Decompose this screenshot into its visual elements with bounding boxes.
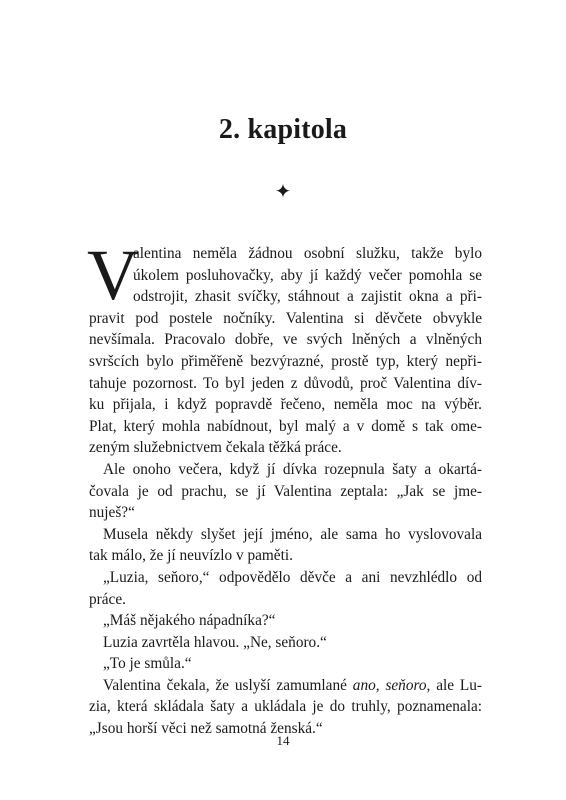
text-line: Musela někdy slyšet její jméno, ale sama ho vyslovovala bbox=[103, 525, 482, 543]
text-line: nuješ?“ bbox=[89, 504, 135, 522]
text-line: odstrojit, zhasit svíčky, stáhnout a zajistit okna a při- bbox=[133, 288, 482, 306]
text-line: „Jsou horší věci než samotná ženská.“ bbox=[89, 720, 323, 738]
drop-cap: V bbox=[87, 235, 139, 315]
text-line: nevšímala. Pracovalo dobře, ve svých lněných a vlněných bbox=[89, 331, 482, 349]
text-line: zia, která skládala šaty a ukládala je do truhly, poznamenala: bbox=[89, 698, 482, 716]
text-segment: , ale Lu- bbox=[426, 676, 482, 694]
text-line bbox=[89, 675, 482, 697]
text-line: „To je smůla.“ bbox=[103, 655, 192, 673]
text-line: práce. bbox=[89, 590, 126, 608]
chapter-title: 2. kapitola bbox=[218, 114, 348, 145]
text-line: alentina neměla žádnou osobní služku, takže bylo bbox=[133, 245, 482, 262]
text-line: Ale onoho večera, když jí dívka rozepnula šaty a okartá- bbox=[103, 460, 482, 478]
text-line: „Luzia, seňoro,“ odpovědělo děvče a ani nevzhlédlo od bbox=[103, 568, 482, 586]
text-line: zeným služebnictvem čekala těžká práce. bbox=[89, 439, 342, 457]
italic-phrase: ano, seňoro bbox=[352, 676, 427, 694]
text-line: pravit pod postele nočníky. Valentina si děvčete obvykle bbox=[89, 309, 482, 327]
text-line: tahuje pozornost. To byl jeden z důvodů, proč Valentina dív- bbox=[89, 374, 482, 392]
text-line: „Máš nějakého nápadníka?“ bbox=[103, 612, 276, 630]
text-line: tak málo, že jí neuvízlo v paměti. bbox=[89, 547, 293, 565]
text-line: svršcích bylo přiměřeně bezvýrazné, prostě typ, který nepři- bbox=[89, 352, 482, 370]
text-line: Luzia zavrtěla hlavou. „Ne, seňoro.“ bbox=[103, 633, 327, 651]
ornament-icon: ✦ bbox=[274, 181, 292, 203]
page-number: 14 bbox=[276, 733, 290, 748]
text-line: úkolem posluhovačky, aby jí každý večer pomohla se bbox=[133, 266, 482, 284]
text-segment: Valentina čekala, že uslyší zamumlané bbox=[103, 676, 353, 694]
text-line: čovala je od prachu, se jí Valentina zeptala: „Jak se jme- bbox=[89, 482, 482, 500]
body-text bbox=[87, 235, 482, 740]
text-line: ku přijala, i když popravdě řečeno, neměla moc na výběr. bbox=[89, 396, 482, 414]
text-line: Plat, který mohla nabídnout, byl malý a v domě s tak ome- bbox=[89, 417, 482, 435]
